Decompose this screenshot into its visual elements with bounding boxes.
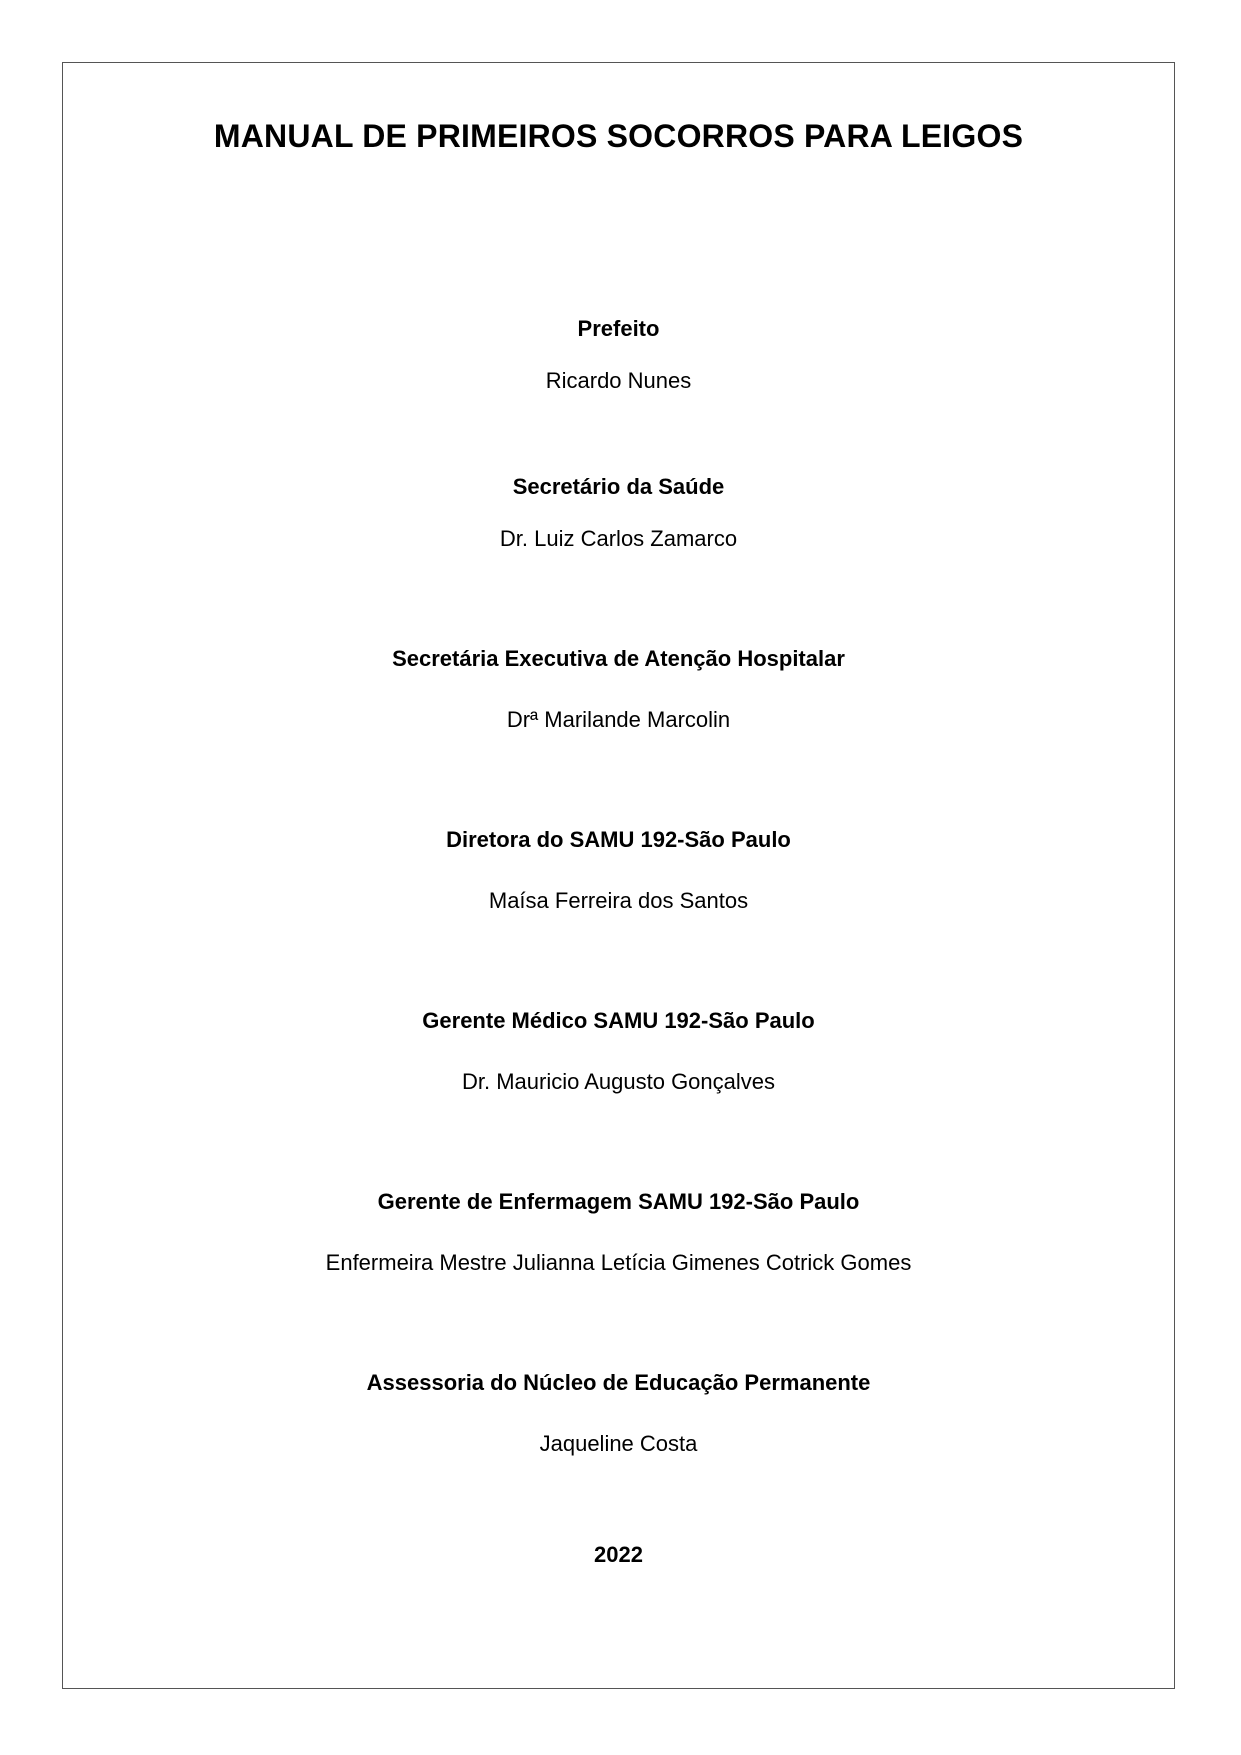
document-year: 2022 (594, 1542, 643, 1567)
credit-role-secretario-saude: Secretário da Saúde (512, 474, 725, 499)
credit-name-prefeito: Ricardo Nunes (545, 368, 692, 393)
credit-role-gerente-medico: Gerente Médico SAMU 192-São Paulo (422, 1008, 815, 1033)
credit-role-diretora-samu: Diretora do SAMU 192-São Paulo (446, 827, 791, 852)
credit-role-prefeito: Prefeito (577, 316, 660, 341)
document-title: MANUAL DE PRIMEIROS SOCORROS PARA LEIGOS (213, 118, 1024, 154)
credit-name-assessoria-nep: Jaqueline Costa (539, 1431, 698, 1456)
credit-name-secretaria-executiva: Drª Marilande Marcolin (506, 707, 731, 732)
credit-name-gerente-medico: Dr. Mauricio Augusto Gonçalves (461, 1069, 776, 1094)
credit-name-gerente-enfermagem: Enfermeira Mestre Julianna Letícia Gimenes Cotrick Gomes (325, 1250, 912, 1275)
credit-role-gerente-enfermagem: Gerente de Enfermagem SAMU 192-São Paulo (377, 1189, 860, 1214)
credit-name-diretora-samu: Maísa Ferreira dos Santos (488, 888, 749, 913)
credit-name-secretario-saude: Dr. Luiz Carlos Zamarco (499, 526, 738, 551)
credit-role-secretaria-executiva: Secretária Executiva de Atenção Hospitalar (392, 646, 845, 671)
credit-role-assessoria-nep: Assessoria do Núcleo de Educação Permanente (366, 1370, 871, 1395)
